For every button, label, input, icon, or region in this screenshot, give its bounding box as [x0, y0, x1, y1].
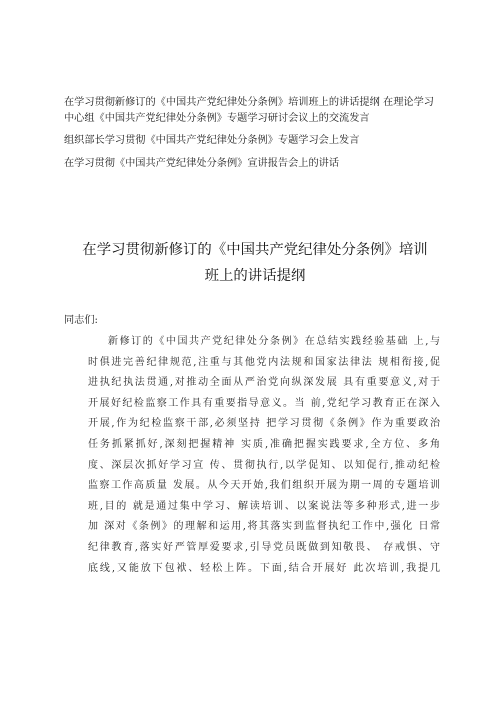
body-line: 纪律教育,落实好严管厚爱要求,引导党员既做到知敬畏、 存戒惧、守 [88, 541, 440, 553]
document-title [60, 237, 450, 289]
body-line: 进执纪执法贯通,对推动全面从严治党向纵深发展 具有重要意义,对于 [88, 377, 440, 389]
body-line: 度、深层次抓好学习宣 传、贯彻执行,以学促知、以知促行,推动纪检 [88, 459, 440, 471]
body-line: 底线,又能放下包袱、轻松上阵。下面,结合开展好 此次培训,我提几 [88, 562, 440, 574]
toc-item[interactable]: 在学习贯彻《中国共产党纪律处分条例》宣讲报告会上的讲话 [64, 157, 340, 169]
table-of-contents [64, 95, 444, 178]
body-paragraph [88, 332, 440, 579]
body-line: 监察工作高质量 发展。从今天开始,我们组织开展为期一周的专题培训 [88, 480, 440, 492]
toc-item[interactable]: 组织部长学习贯彻《中国共产党纪律处分条例》专题学习会上发言 [64, 135, 360, 146]
salutation: 同志们: [64, 315, 98, 326]
body-line: 加 深对《条例》的理解和运用,将其落实到监督执纪工作中,强化 日常 [88, 521, 440, 533]
body-line: 时俱进完善纪律规范,注重与其他党内法规和国家法律法 规相衔接,促 [88, 356, 440, 368]
body-line: 任务抓紧抓好,深刻把握精神 实质,准确把握实践要求,全方位、多角 [88, 438, 440, 450]
body-line: 开展,作为纪检监察干部,必须坚持 把学习贯彻《条例》作为重要政治 [88, 418, 440, 430]
title-line: 班上的讲话提纲 [204, 268, 306, 284]
body-line: 新修订的《中国共产党纪律处分条例》在总结实践经验基础 上,与 [108, 336, 440, 347]
body-line: 开展好纪检监察工作具有重要指导意义。当 前,党纪学习教育正在深入 [88, 397, 440, 409]
title-line: 在学习贯彻新修订的《中国共产党纪律处分条例》培训 [82, 242, 428, 258]
body-line: 班,目的 就是通过集中学习、解读培训、以案说法等多种形式,进一步 [88, 500, 440, 512]
toc-item[interactable]: 在学习贯彻新修订的《中国共产党纪律处分条例》培训班上的讲话提纲 在理论学习中心组《中国共产党纪律处分条例》专题学习研讨会议上的交流发言 [64, 97, 434, 124]
